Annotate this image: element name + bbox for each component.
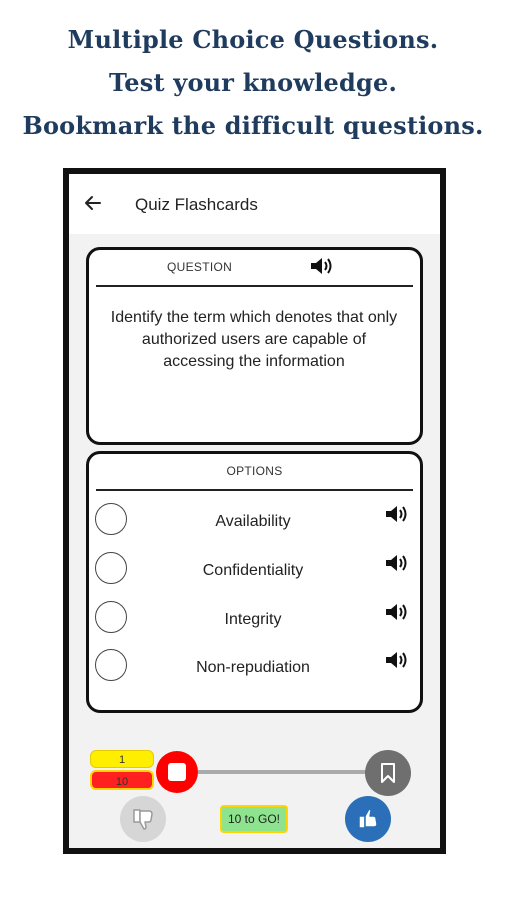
stop-icon bbox=[168, 763, 186, 781]
bookmark-button[interactable] bbox=[365, 750, 411, 796]
progress-total-badge: 10 bbox=[90, 770, 154, 790]
thumbs-down-icon bbox=[130, 806, 156, 832]
progress-current-badge: 1 bbox=[90, 750, 154, 768]
speaker-icon[interactable] bbox=[384, 649, 412, 671]
speaker-icon[interactable] bbox=[384, 503, 412, 525]
promo-header bbox=[0, 18, 506, 147]
options-divider bbox=[96, 489, 413, 491]
stop-button[interactable] bbox=[156, 751, 198, 793]
thumbs-up-icon bbox=[355, 806, 381, 832]
page-title: Quiz Flashcards bbox=[135, 195, 258, 214]
speaker-icon[interactable] bbox=[384, 552, 412, 574]
thumbs-up-button[interactable] bbox=[345, 796, 391, 842]
speaker-icon[interactable] bbox=[309, 255, 337, 277]
question-divider bbox=[96, 285, 413, 287]
option-availability[interactable] bbox=[93, 499, 418, 543]
app-bar bbox=[69, 174, 440, 234]
option-non-repudiation[interactable] bbox=[93, 645, 418, 689]
option-radio[interactable] bbox=[95, 552, 127, 584]
option-label: Confidentiality bbox=[202, 562, 304, 579]
options-header-label: OPTIONS bbox=[226, 464, 283, 478]
speaker-icon[interactable] bbox=[384, 601, 412, 623]
question-header bbox=[89, 250, 420, 286]
promo-line-1: Multiple Choice Questions. bbox=[67, 25, 439, 54]
option-radio[interactable] bbox=[95, 503, 127, 535]
options-card bbox=[86, 451, 423, 713]
option-confidentiality[interactable] bbox=[93, 548, 418, 592]
option-label: Availability bbox=[215, 513, 291, 530]
thumbs-down-button[interactable] bbox=[120, 796, 166, 842]
bookmark-icon bbox=[380, 762, 396, 784]
option-label: Integrity bbox=[224, 611, 282, 628]
progress-slider[interactable] bbox=[198, 770, 366, 774]
question-card bbox=[86, 247, 423, 445]
promo-line-2: Test your knowledge. bbox=[108, 68, 398, 97]
option-integrity[interactable] bbox=[93, 597, 418, 641]
option-radio[interactable] bbox=[95, 649, 127, 681]
question-header-label: QUESTION bbox=[167, 260, 233, 274]
phone-frame bbox=[63, 168, 446, 854]
to-go-badge: 10 to GO! bbox=[220, 805, 288, 833]
options-header bbox=[89, 454, 420, 490]
option-label: Non-repudiation bbox=[196, 659, 310, 676]
question-text: Identify the term which denotes that only authorized users are capable of accessing the information bbox=[110, 309, 398, 370]
arrow-left-icon[interactable] bbox=[83, 193, 103, 213]
option-radio[interactable] bbox=[95, 601, 127, 633]
promo-line-3: Bookmark the difficult questions. bbox=[22, 111, 484, 140]
